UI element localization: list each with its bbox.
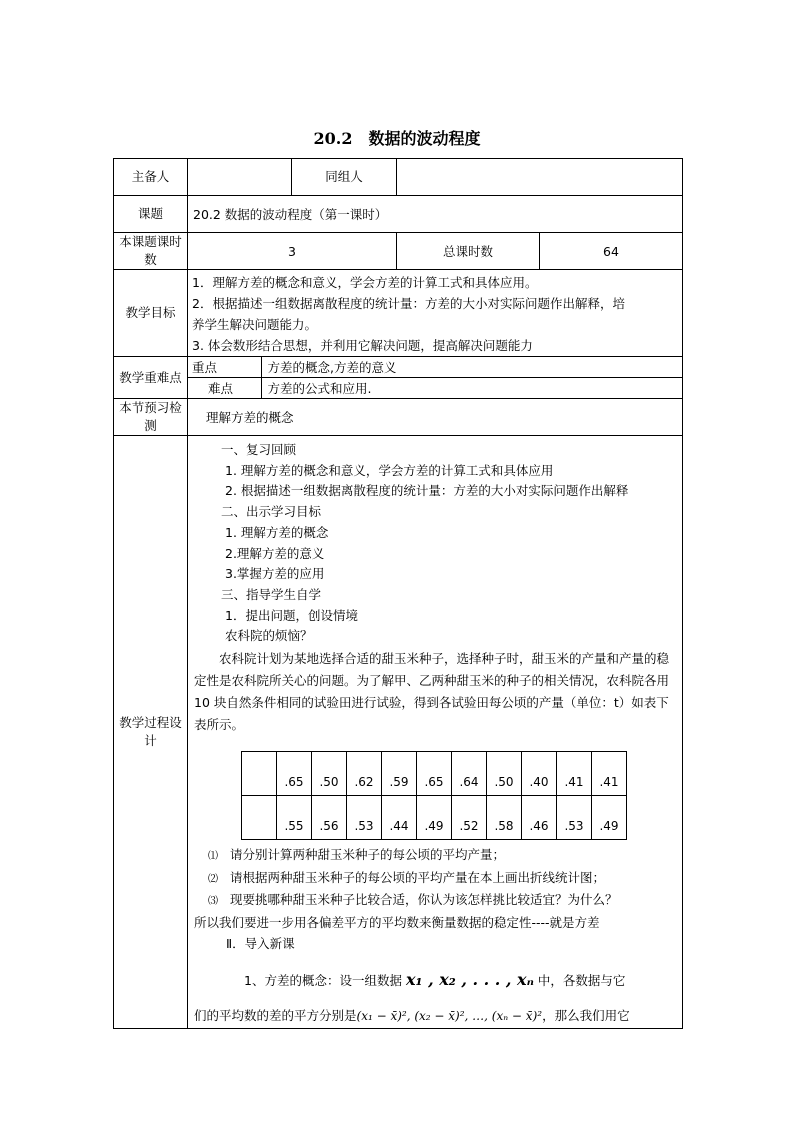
review-item: 2. 根据描述一组数据离散程度的统计量：方差的大小对实际问题作出解释 xyxy=(225,483,629,499)
yield-cell: .44 xyxy=(382,796,417,840)
key-label: 重点 xyxy=(188,357,261,378)
yield-cell: .49 xyxy=(417,796,452,840)
review-heading: 一、复习回顾 xyxy=(221,442,297,457)
preparer-label: 主备人 xyxy=(114,159,188,196)
total-hours-value: 64 xyxy=(540,233,683,270)
goal-item: 3. 体会数形结合思想，并利用它解决问题，提高解决问题能力 xyxy=(192,338,533,353)
key-points-label: 教学重难点 xyxy=(114,357,188,399)
process-label: 教学过程设计 xyxy=(114,436,188,1029)
variance-line2-a: 们的平均数的差的平方分别是 xyxy=(194,1007,357,1023)
yield-cell: .65 xyxy=(277,752,312,796)
question-item xyxy=(194,868,676,891)
question-item xyxy=(194,845,676,868)
review-item: 1. 理解方差的概念和意义，学会方差的计算工式和具体应用 xyxy=(225,462,554,478)
variance-data-formula: x₁ , x₂ , . . . , xₙ xyxy=(405,969,534,989)
objective-item: 2.理解方差的意义 xyxy=(225,545,325,561)
yield-table xyxy=(241,751,627,840)
yield-cell: .62 xyxy=(347,752,382,796)
yield-row-b xyxy=(242,796,627,840)
yield-cell: .52 xyxy=(452,796,487,840)
yield-row-label xyxy=(242,796,277,840)
topic-value: 20.2 数据的波动程度（第一课时） xyxy=(188,196,683,233)
goal-item: 养学生解决问题能力。 xyxy=(192,317,318,332)
variance-definition-line xyxy=(194,967,676,994)
lesson-plan-table xyxy=(113,158,683,1029)
conclusion-text: 所以我们要进一步用各偏差平方的平均数来衡量数据的稳定性----就是方差 xyxy=(194,915,600,931)
variance-squares-line xyxy=(194,1004,676,1028)
hours-value: 3 xyxy=(188,233,397,270)
total-hours-label: 总课时数 xyxy=(397,233,540,270)
variance-squares-formula: (x₁ − x̄)², (x₂ − x̄)², …, (xₙ − x̄)² xyxy=(356,1008,543,1023)
step-heading: 1．提出问题，创设情境 xyxy=(225,607,358,623)
new-lesson-heading: Ⅱ．导入新课 xyxy=(226,935,295,951)
yield-cell: .56 xyxy=(312,796,347,840)
objective-item: 1. 理解方差的概念 xyxy=(225,524,329,540)
yield-cell: .53 xyxy=(347,796,382,840)
key-value: 方差的概念,方差的意义 xyxy=(261,357,682,378)
difficult-label: 难点 xyxy=(188,378,261,399)
question-text: 现要挑哪种甜玉米种子比较合适，你认为该怎样挑比较适宜？为什么？ xyxy=(230,892,618,908)
story-title: 农科院的烦恼？ xyxy=(225,628,313,644)
yield-cell: .50 xyxy=(487,752,522,796)
goal-item: 2．根据描述一组数据离散程度的统计量：方差的大小对实际问题作出解释，培 xyxy=(192,296,625,311)
variance-mid: 中，各数据与它 xyxy=(537,972,626,988)
yield-cell: .50 xyxy=(312,752,347,796)
self-study-heading: 三、指导学生自学 xyxy=(221,586,322,602)
page-title: 20.2 数据的波动程度 xyxy=(313,129,481,148)
goals-label: 教学目标 xyxy=(114,270,188,357)
preview-label: 本节预习检测 xyxy=(114,399,188,436)
variance-intro: 1、方差的概念：设一组数据 xyxy=(244,972,402,988)
yield-cell: .58 xyxy=(487,796,522,840)
group-value[interactable] xyxy=(397,159,683,196)
group-label: 同组人 xyxy=(292,159,397,196)
difficult-value: 方差的公式和应用. xyxy=(267,381,372,396)
yield-cell: .64 xyxy=(452,752,487,796)
yield-cell: .55 xyxy=(277,796,312,840)
yield-cell: .53 xyxy=(557,796,592,840)
key-points-content xyxy=(188,357,683,399)
variance-line2-b: ，那么我们用它 xyxy=(542,1007,630,1023)
question-item xyxy=(194,890,676,913)
yield-row-a xyxy=(242,752,627,796)
yield-cell: .65 xyxy=(417,752,452,796)
question-number: ⑴ xyxy=(208,851,218,863)
question-number: ⑵ xyxy=(208,873,218,885)
story-text: 农科院计划为某地选择合适的甜玉米种子，选择种子时，甜玉米的产量和产量的稳定性是农科院所关心的问题。为了解甲、乙两种甜玉米的种子的相关情况，农科院各用 10 块自然条件相同的试验田进行试验，得到各试验田每公顷的产量（单位：t）如表下表所示。 xyxy=(194,651,670,733)
question-text: 请分别计算两种甜玉米种子的每公顷的平均产量； xyxy=(230,847,506,863)
yield-cell: .41 xyxy=(557,752,592,796)
hours-label: 本课题课时数 xyxy=(114,233,188,270)
preview-value: 理解方差的概念 xyxy=(188,399,683,436)
question-number: ⑶ xyxy=(208,896,218,908)
process-content xyxy=(188,436,683,1029)
objective-item: 3.掌握方差的应用 xyxy=(225,566,325,582)
yield-cell: .40 xyxy=(522,752,557,796)
objectives-heading: 二、出示学习目标 xyxy=(221,504,322,520)
goal-item: 1．理解方差的概念和意义，学会方差的计算工式和具体应用。 xyxy=(192,275,538,290)
yield-cell: .46 xyxy=(522,796,557,840)
yield-cell: .41 xyxy=(592,752,627,796)
question-text: 请根据两种甜玉米种子的每公顷的平均产量在本上画出折线统计图； xyxy=(230,869,606,885)
yield-cell: .59 xyxy=(382,752,417,796)
preparer-value[interactable] xyxy=(188,159,292,196)
yield-row-label xyxy=(242,752,277,796)
goals-content xyxy=(188,270,683,357)
topic-label: 课题 xyxy=(114,196,188,233)
yield-cell: .49 xyxy=(592,796,627,840)
